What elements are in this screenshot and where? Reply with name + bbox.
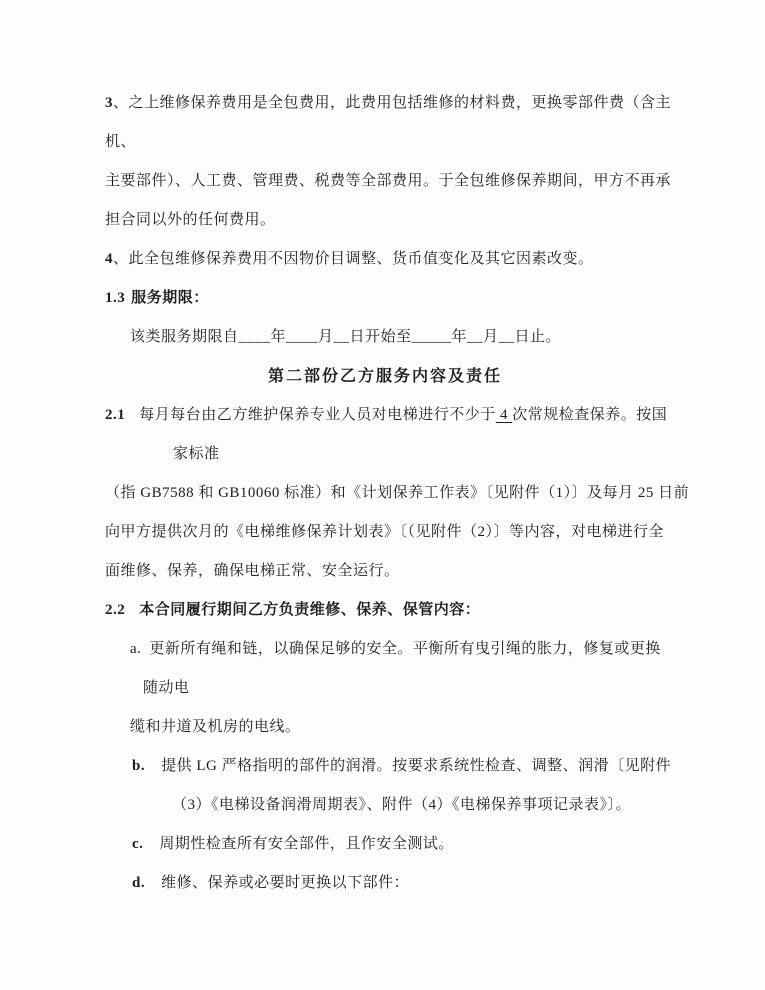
clause-1-2-item-4 — [105, 240, 665, 279]
text-segment: 1.3 — [105, 290, 126, 306]
text-segment: 2.2 — [105, 602, 126, 618]
text-segment: c. — [132, 836, 144, 852]
text-segment: 3 — [105, 95, 113, 111]
text-segment: 4 — [495, 407, 513, 423]
clause-2-1-line-2 — [105, 435, 665, 474]
text-segment: 2.1 — [105, 407, 126, 423]
text-segment: 主要部件）、人工费、管理费、税费等全部费用。于全包维修保养期间，甲方不再承 — [105, 173, 672, 189]
item-a-line-1 — [105, 630, 665, 669]
text-segment: （3）《电梯设备润滑周期表》、附件（4）《电梯保养事项记录表》〕。 — [172, 797, 632, 813]
item-a-line-3 — [105, 708, 665, 747]
text-segment: 每月每台由乙方维护保养专业人员对电梯进行不少于 — [139, 407, 496, 423]
clause-1-3-heading — [105, 279, 665, 318]
clause-1-2-item-3-line-1 — [105, 84, 672, 123]
clause-2-2-heading — [105, 591, 665, 630]
text-segment: 机、 — [105, 134, 137, 150]
item-b-line-1 — [105, 747, 672, 786]
text-segment: 担合同以外的任何费用。 — [105, 212, 276, 228]
clause-2-1-line-3 — [105, 474, 690, 513]
clause-1-2-item-3-line-4 — [105, 201, 665, 240]
item-d — [105, 864, 665, 903]
text-segment: 次常规检查保养。按国 — [512, 407, 668, 423]
text-segment: d. — [132, 875, 146, 891]
service-term-blank-line — [105, 318, 665, 357]
text-segment: a. — [130, 641, 142, 657]
text-segment: 向甲方提供次月的《电梯维修保养计划表》〔（见附件（2）〕等内容，对电梯进行全 — [105, 524, 665, 540]
text-segment: 维修、保养或必要时更换以下部件： — [161, 875, 410, 891]
text-segment: 、此全包维修保养费用不因物价目调整、货币值变化及其它因素改变。 — [113, 251, 594, 267]
text-segment: 4 — [105, 251, 113, 267]
item-b-line-2 — [105, 786, 665, 825]
text-segment: 缆和井道及机房的电线。 — [130, 719, 301, 735]
text-segment: 面维修、保养，确保电梯正常、安全运行。 — [105, 563, 400, 579]
part-2-heading — [105, 357, 665, 396]
text-segment: 周期性检查所有安全部件，且作安全测试。 — [159, 836, 454, 852]
clause-1-2-item-3-line-3 — [105, 162, 672, 201]
clause-2-1-line-4 — [105, 513, 665, 552]
text-segment: 随动电 — [143, 680, 190, 696]
text-segment: b. — [132, 758, 146, 774]
item-c — [105, 825, 665, 864]
item-a-line-2 — [105, 669, 665, 708]
text-segment: （指 GB7588 和 GB10060 标准）和《计划保养工作表》〔见附件（1）〕及每月 25 日前 — [105, 485, 690, 501]
text-segment: 第二部份乙方服务内容及责任 — [267, 368, 502, 385]
clause-2-1-line-1 — [105, 396, 668, 435]
text-segment: 更新所有绳和链，以确保足够的安全。平衡所有曳引绳的胀力，修复或更换 — [149, 641, 661, 657]
text-segment: 、之上维修保养费用是全包费用，此费用包括维修的材料费，更换零部件费（含主 — [113, 95, 672, 111]
text-segment: 该类服务期限自____年____月__日开始至_____年__月__日止。 — [130, 329, 562, 345]
text-segment: 服务期限： — [131, 290, 209, 306]
clause-1-2-item-3-line-2 — [105, 123, 665, 162]
text-segment: 提供 LG 严格指明的部件的润滑。按要求系统性检查、调整、润滑〔见附件 — [161, 758, 672, 774]
text-segment: 本合同履行期间乙方负责维修、保养、保管内容： — [139, 602, 481, 618]
clause-2-1-line-5 — [105, 552, 665, 591]
text-segment: 家标准 — [173, 446, 220, 462]
